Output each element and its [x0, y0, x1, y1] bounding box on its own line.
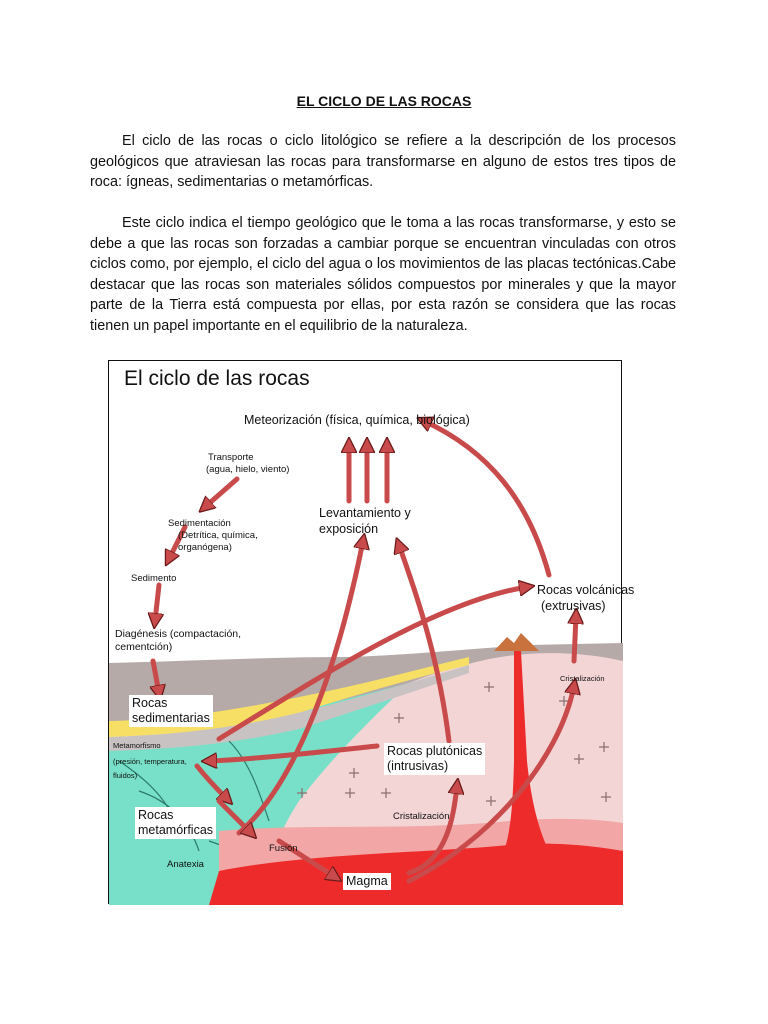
rocas-volcanicas-label: Rocas volcánicas	[537, 583, 635, 597]
intro-paragraph: El ciclo de las rocas o ciclo litológico se refiere a la descripción de los procesos geológicos que atraviesan las rocas para transformarse en alguno de estos tres tipos de roca: ígneas, sedimentarias o metamórficas.	[90, 133, 676, 191]
rocas-plutonicas-box	[384, 743, 485, 775]
rocas-metamorficas-box	[135, 807, 216, 839]
diagenesis-detail-label: cementción)	[115, 641, 173, 653]
rocas-sedimentarias-line1: Rocas	[132, 696, 168, 710]
metamorfismo-label: Metamorfismo	[113, 741, 161, 750]
rocas-plutonicas-line1: Rocas plutónicas	[387, 744, 483, 758]
sedimento-label: Sedimento	[131, 573, 177, 584]
cristalizacion-volcanic-label: Cristalización	[560, 674, 605, 683]
sedimentacion-detail-1: (Detrítica, química,	[178, 530, 258, 541]
extrusivas-label: (extrusivas)	[541, 599, 606, 613]
magma-label: Magma	[343, 873, 391, 890]
meteorizacion-label: Meteorización (física, química, biológica)	[244, 413, 470, 427]
rocas-sedimentarias-box	[129, 695, 213, 727]
exposicion-label: exposición	[319, 522, 379, 536]
second-paragraph: Este ciclo indica el tiempo geológico que le toma a las rocas transformarse, y esto se debe a que las rocas son forzadas a cambiar porque se encuentran vinculadas con otros ciclos como, por ejemplo, el ciclo del agua o los movimientos de las placas tectónicas.Cabe destacar que las rocas son materiales sólidos compuestos por minerales y que la mayor parte de la Tierra está compuesta por ellas, por esta razón se considera que las rocas tienen un papel importante en el equilibrio de la naturaleza.	[90, 215, 676, 334]
metamorfismo-detail-1: (presión, temperatura,	[113, 757, 187, 766]
rocas-metamorficas-line1: Rocas	[138, 808, 174, 822]
rocas-plutonicas-line2: (intrusivas)	[387, 759, 449, 773]
diagenesis-label: Diagénesis (compactación,	[115, 628, 242, 640]
diagram-title: El ciclo de las rocas	[124, 367, 310, 390]
transporte-detail-label: (agua, hielo, viento)	[206, 464, 290, 475]
page-title: EL CICLO DE LAS ROCAS	[296, 93, 472, 109]
volcano	[494, 633, 539, 651]
metamorfismo-detail-2: fluidos)	[113, 771, 138, 780]
sedimentacion-label: Sedimentación	[168, 518, 231, 529]
fusion-label: Fusión	[269, 843, 298, 854]
rocas-metamorficas-line2: metamórficas	[138, 823, 214, 837]
rock-cycle-diagram	[108, 360, 635, 904]
sedimentacion-detail-2: organógena)	[178, 542, 232, 553]
transporte-label: Transporte	[208, 452, 254, 463]
cristalizacion-plutonic-label: Cristalización	[393, 811, 450, 822]
anatexia-label: Anatexia	[167, 859, 204, 870]
levantamiento-label: Levantamiento y	[319, 506, 411, 520]
rocas-sedimentarias-line2: sedimentarias	[132, 711, 210, 725]
